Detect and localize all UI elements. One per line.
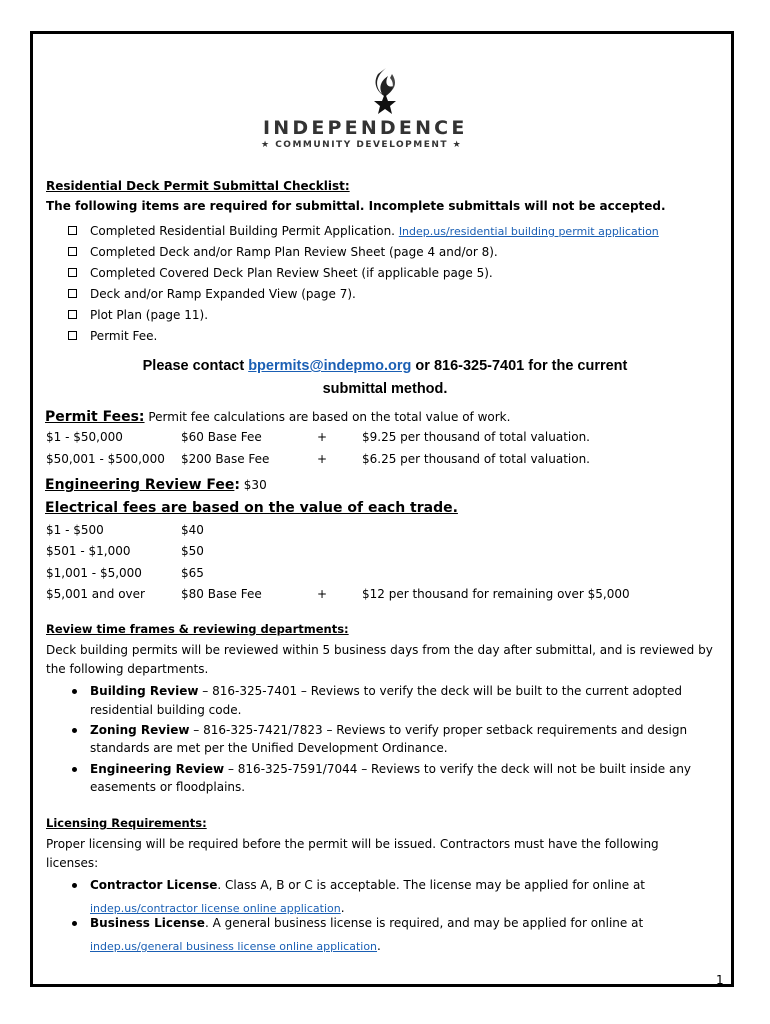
review-item-name: Zoning Review [90,723,190,737]
licensing-intro: Proper licensing will be required before the permit will be issued. Contractors must have the following [46,837,659,851]
elec-extra: $12 per thousand for remaining over $5,000 [362,587,630,601]
review-item-cont: easements or floodplains. [90,780,246,794]
review-item-name: Building Review [90,684,199,698]
checklist-item: Completed Covered Deck Plan Review Sheet (if applicable page 5). [90,266,493,280]
electrical-heading: Electrical fees are based on the value of each trade. [45,500,458,516]
review-intro: Deck building permits will be reviewed within 5 business days from the day after submittal, and is reviewed by [46,643,713,657]
checkbox[interactable] [68,268,77,277]
license-item-text: . Class A, B or C is acceptable. The license may be applied for online at [217,878,645,892]
license-link-period: . [377,939,381,953]
elec-fee: $50 [181,544,204,558]
permit-application-link[interactable]: Indep.us/residential building permit application [398,225,659,238]
fee-base: $200 Base Fee [181,452,270,466]
elec-fee: $80 Base Fee [181,587,262,601]
review-item-cont: residential building code. [90,703,242,717]
license-link-period: . [340,901,345,915]
contact-phone: or 816-325-7401 for the current [411,358,628,374]
checkbox[interactable] [68,226,77,235]
checklist-item: Permit Fee. [90,329,158,343]
checkbox[interactable] [68,289,77,298]
fee-plus: + [317,452,328,466]
license-item [90,878,645,893]
review-item-text: – 816-325-7421/7823 – Reviews to verify proper setback requirements and design [189,723,688,737]
checklist-item: Deck and/or Ramp Expanded View (page 7). [90,287,356,301]
checklist-item: Plot Plan (page 11). [90,308,209,322]
contact-prefix: Please contact [142,358,249,374]
contact-line-2: submittal method. [322,381,448,397]
review-intro-2: the following departments. [46,662,209,676]
flame-star-icon [366,66,404,118]
review-item [90,723,687,738]
business-license-link[interactable]: indep.us/general business license online application [90,940,378,953]
engineering-line [45,474,267,494]
elec-plus: + [317,587,328,601]
bullet [72,921,77,926]
fee-range: $50,001 - $500,000 [46,452,165,466]
checklist-item [90,224,659,239]
engineering-value: $30 [239,478,267,492]
org-name: INDEPENDENCE [263,117,468,139]
permit-fees-intro: Permit fee calculations are based on the total value of work. [144,410,511,424]
fee-base: $60 Base Fee [181,430,262,444]
bullet [72,689,77,694]
contact-line [40,355,730,377]
bullet [72,883,77,888]
org-subtitle: ★ COMMUNITY DEVELOPMENT ★ [261,140,463,150]
permit-fees-heading: Permit Fees: [45,409,145,425]
license-item-cont [90,935,381,954]
fee-range: $1 - $50,000 [46,430,123,444]
engineering-colon: : [234,477,240,493]
elec-range: $1 - $500 [46,523,104,537]
elec-range: $1,001 - $5,000 [46,566,142,580]
fee-plus: + [317,430,328,444]
elec-fee: $40 [181,523,204,537]
checkbox[interactable] [68,247,77,256]
review-item-text: – 816-325-7401 – Reviews to verify the deck will be built to the current adopted [198,684,682,698]
bullet [72,767,77,772]
checkbox[interactable] [68,310,77,319]
review-heading: Review time frames & reviewing departments: [46,622,349,636]
checkbox[interactable] [68,331,77,340]
checklist-item: Completed Deck and/or Ramp Plan Review Sheet (page 4 and/or 8). [90,245,498,259]
checklist-item-text: Completed Residential Building Permit Application. [90,224,399,238]
review-item [90,684,682,699]
email-link[interactable]: bpermits@indepmo.org [248,358,412,374]
elec-fee: $65 [181,566,204,580]
license-item-text: . A general business license is required, and may be applied for online at [204,916,644,930]
review-item-cont: standards are met per the Unified Development Ordinance. [90,741,448,755]
license-item-name: Contractor License [90,878,218,892]
checklist-title: Residential Deck Permit Submittal Checklist: [46,179,350,193]
review-item-name: Engineering Review [90,762,225,776]
fee-rate: $6.25 per thousand of total valuation. [362,452,590,466]
contractor-license-link[interactable]: indep.us/contractor license online application [90,902,341,915]
license-item-cont [90,897,345,916]
bullet [72,728,77,733]
license-item-name: Business License [90,916,205,930]
licensing-heading: Licensing Requirements: [46,816,207,830]
checklist-subtitle: The following items are required for submittal. Incomplete submittals will not be accepted. [46,199,666,213]
fee-rate: $9.25 per thousand of total valuation. [362,430,590,444]
review-item-text: – 816-325-7591/7044 – Reviews to verify the deck will not be built inside any [224,762,692,776]
engineering-heading: Engineering Review Fee [45,477,235,493]
license-item [90,916,643,931]
elec-range: $5,001 and over [46,587,145,601]
review-item [90,762,691,777]
licensing-intro-2: licenses: [46,856,99,870]
page-number: 1 [716,973,724,987]
permit-fees-line [45,406,510,426]
elec-range: $501 - $1,000 [46,544,131,558]
